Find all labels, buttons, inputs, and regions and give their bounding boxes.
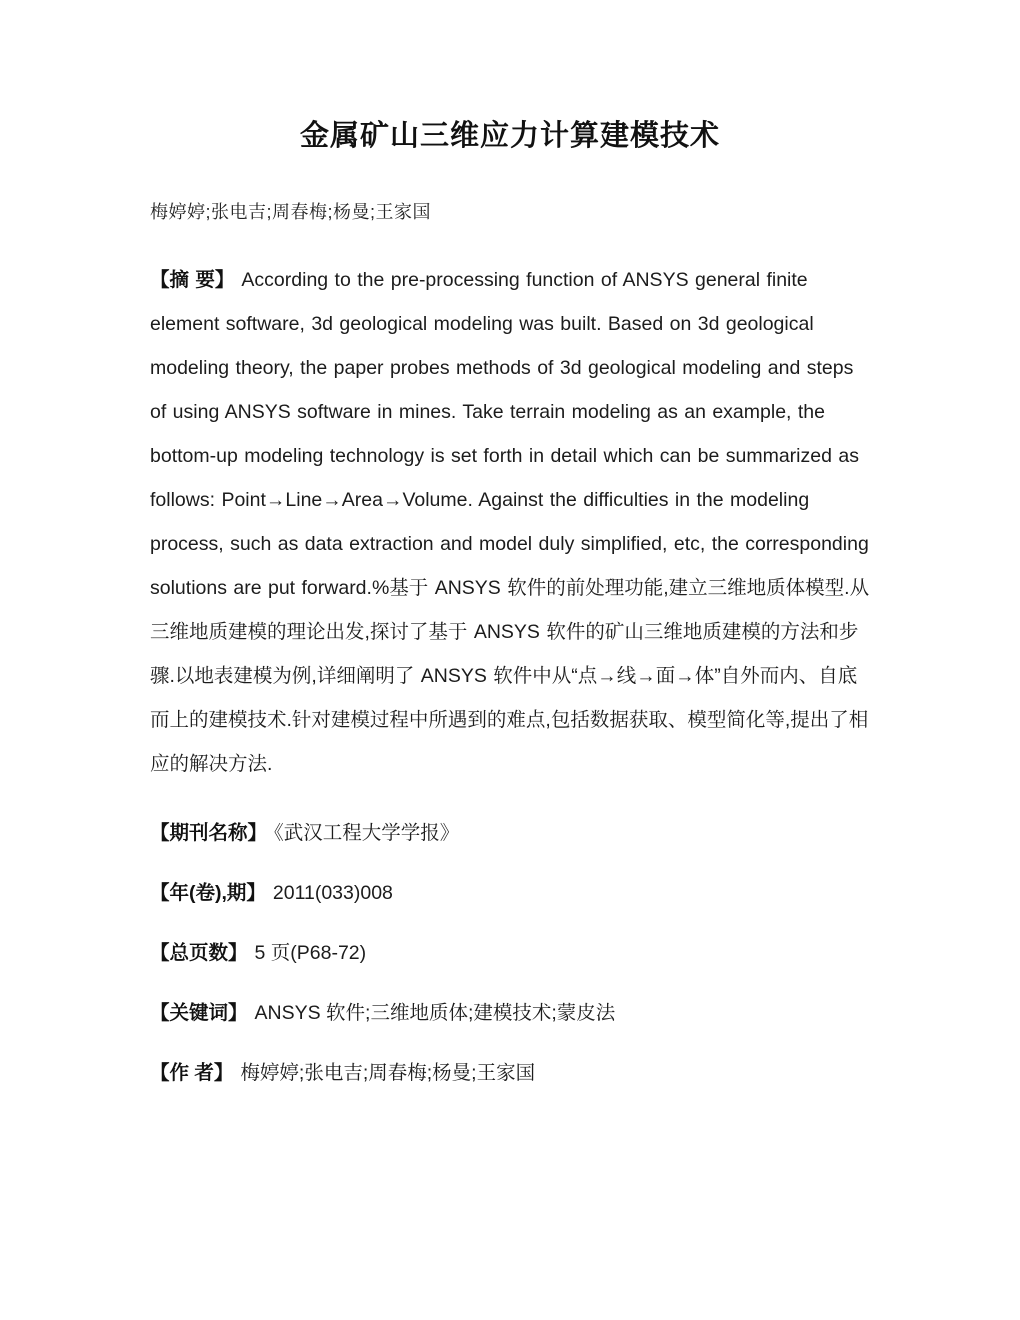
field-keywords-value: ANSYS 软件;三维地质体;建模技术;蒙皮法 bbox=[254, 1001, 616, 1024]
field-authors-value: 梅婷婷;张电吉;周春梅;杨曼;王家国 bbox=[240, 1061, 536, 1084]
field-total-pages bbox=[150, 940, 870, 966]
abstract-paragraph bbox=[150, 258, 870, 786]
field-year-volume-issue-label: 【年(卷),期】 bbox=[150, 881, 266, 904]
metadata-fields bbox=[150, 820, 870, 1086]
field-journal-name-value: 《武汉工程大学学报》 bbox=[274, 821, 460, 844]
field-year-volume-issue bbox=[150, 880, 870, 906]
field-total-pages-label: 【总页数】 bbox=[150, 941, 248, 964]
field-total-pages-value: 5 页(P68-72) bbox=[254, 941, 367, 964]
page-title: 金属矿山三维应力计算建模技术 bbox=[299, 120, 720, 152]
authors-line: 梅婷婷;张电吉;周春梅;杨曼;王家国 bbox=[150, 201, 432, 222]
field-authors-label: 【作 者】 bbox=[150, 1061, 234, 1084]
field-year-volume-issue-value: 2011(033)008 bbox=[272, 881, 393, 904]
field-authors bbox=[150, 1060, 870, 1086]
field-journal-name bbox=[150, 820, 870, 846]
field-keywords-label: 【关键词】 bbox=[150, 1001, 248, 1024]
abstract-label: 【摘 要】 bbox=[150, 268, 235, 291]
field-keywords bbox=[150, 1000, 870, 1026]
field-journal-name-label: 【期刊名称】 bbox=[150, 821, 268, 844]
abstract-text: According to the pre-processing function of ANSYS general finite element software, 3d geological modeling was built. Based on 3d geological modeling theory, the paper probes methods of 3d geological modeling and steps of using ANSYS software in mines. Take terrain modeling as an example, the bottom-up modeling technology is set forth in detail which can be summarized as follows: Point→Line→Area→Volume. Against the difficulties in the modeling process, such as data extraction and model duly simplified, etc, the corresponding solutions are put forward.%基于 ANSYS 软件的前处理功能,建立三维地质体模型.从三维地质建模的理论出发,探讨了基于 ANSYS 软件的矿山三维地质建模的方法和步骤.以地表建模为例,详细阐明了 ANSYS 软件中从“点→线→面→体”自外而内、自底而上的建模技术.针对建模过程中所遇到的难点,包括数据获取、模型简化等,提出了相应的解决方法. bbox=[150, 268, 870, 775]
